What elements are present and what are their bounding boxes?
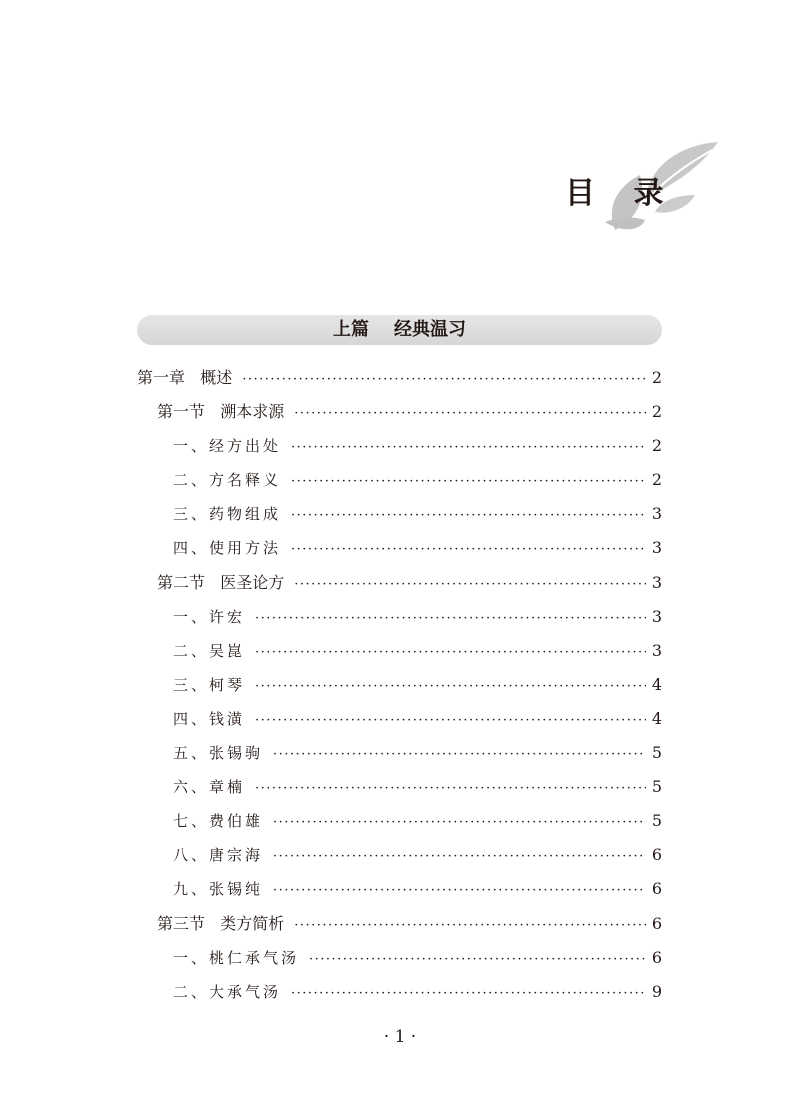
toc-label: 五、张锡驹 <box>173 744 264 763</box>
dot-leader <box>294 401 646 427</box>
toc-page-number: 3 <box>651 504 662 524</box>
toc-page-number: 4 <box>651 708 662 728</box>
toc-label: 第一节 溯本求源 <box>157 402 285 422</box>
dot-leader <box>291 503 646 529</box>
table-of-contents <box>137 365 662 1013</box>
dot-leader <box>255 606 646 632</box>
part-banner <box>137 315 662 345</box>
dot-leader <box>291 981 646 1007</box>
toc-item[interactable] <box>137 842 662 876</box>
toc-page-number: 5 <box>651 811 662 831</box>
dot-leader <box>294 913 646 939</box>
toc-page-number: 5 <box>651 743 662 763</box>
dot-leader <box>294 572 646 598</box>
toc-item[interactable] <box>137 876 662 910</box>
toc-label: 第三节 类方简析 <box>157 913 285 933</box>
toc-page-number: 3 <box>651 606 662 626</box>
toc-page-number: 3 <box>651 640 662 660</box>
toc-page-number: 9 <box>651 981 662 1001</box>
toc-label: 六、章楠 <box>173 778 246 797</box>
dot-leader <box>273 878 646 904</box>
toc-label: 八、唐宗海 <box>173 846 264 865</box>
dot-leader <box>291 469 646 495</box>
dot-leader <box>255 708 646 734</box>
toc-item[interactable] <box>137 604 662 638</box>
toc-section[interactable] <box>137 570 662 604</box>
toc-label: 一、许宏 <box>173 607 246 626</box>
toc-page-number: 2 <box>651 368 662 387</box>
toc-item[interactable] <box>137 945 662 979</box>
toc-page-number: 5 <box>651 777 662 797</box>
toc-label: 第二节 医圣论方 <box>157 572 285 592</box>
toc-page-number: 2 <box>651 436 662 456</box>
dot-leader <box>255 640 646 666</box>
toc-item[interactable] <box>137 501 662 535</box>
toc-page-number: 6 <box>651 845 662 865</box>
dot-leader <box>309 947 646 973</box>
toc-label: 四、钱潢 <box>173 709 246 728</box>
toc-label: 三、柯琴 <box>173 675 246 694</box>
dot-leader <box>255 674 646 700</box>
toc-page-number: 6 <box>651 947 662 967</box>
toc-page-number: 6 <box>651 913 662 933</box>
toc-label: 七、费伯雄 <box>173 812 264 831</box>
toc-page-number: 3 <box>651 572 662 592</box>
part-title: 上篇 经典温习 <box>332 319 467 340</box>
dot-leader <box>273 742 646 768</box>
toc-label: 九、张锡纯 <box>173 880 264 899</box>
toc-label: 一、桃仁承气汤 <box>173 948 300 967</box>
toc-label: 四、使用方法 <box>173 539 282 558</box>
toc-page-number: 4 <box>651 674 662 694</box>
toc-item[interactable] <box>137 740 662 774</box>
toc-page-number: 2 <box>651 402 662 422</box>
toc-chapter[interactable] <box>137 365 662 399</box>
page-number: · 1 · <box>383 1027 417 1047</box>
toc-label: 第一章 概述 <box>137 368 233 387</box>
toc-section[interactable] <box>137 399 662 433</box>
toc-page-number: 3 <box>651 538 662 558</box>
dot-leader <box>273 844 646 870</box>
page-title: 目 录 <box>565 176 678 211</box>
toc-item[interactable] <box>137 433 662 467</box>
toc-item[interactable] <box>137 808 662 842</box>
dot-leader <box>242 367 646 393</box>
dot-leader <box>255 776 646 802</box>
dot-leader <box>291 537 646 563</box>
toc-label: 二、大承气汤 <box>173 982 282 1001</box>
toc-item[interactable] <box>137 672 662 706</box>
toc-section[interactable] <box>137 911 662 945</box>
toc-item[interactable] <box>137 979 662 1013</box>
toc-page-number: 2 <box>651 470 662 490</box>
toc-item[interactable] <box>137 706 662 740</box>
dot-leader <box>273 810 646 836</box>
toc-item[interactable] <box>137 638 662 672</box>
toc-label: 二、吴崑 <box>173 641 246 660</box>
dot-leader <box>291 435 646 461</box>
toc-label: 二、方名释义 <box>173 471 282 490</box>
toc-page-number: 6 <box>651 879 662 899</box>
toc-item[interactable] <box>137 535 662 569</box>
toc-item[interactable] <box>137 467 662 501</box>
toc-item[interactable] <box>137 774 662 808</box>
toc-label: 三、药物组成 <box>173 505 282 524</box>
toc-label: 一、经方出处 <box>173 437 282 456</box>
